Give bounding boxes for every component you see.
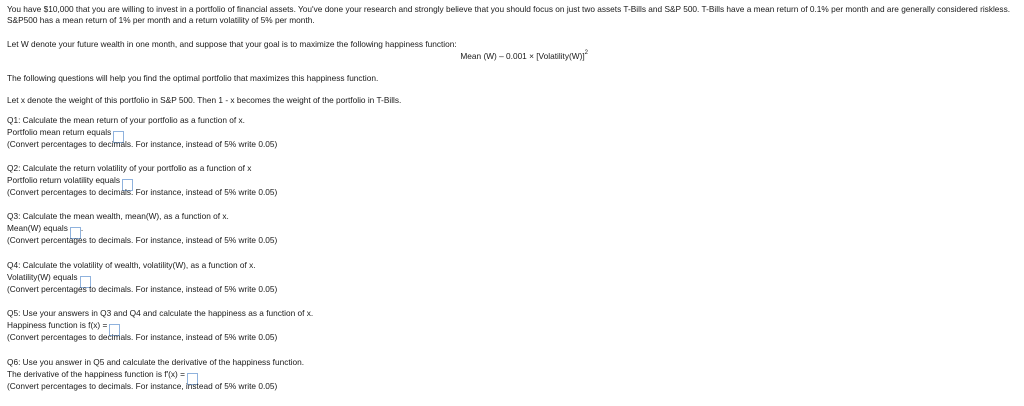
answer-label: Mean(W) equals [7, 223, 68, 233]
question-prompt: Q3: Calculate the mean wealth, mean(W), as a function of x. [7, 211, 229, 221]
answer-row [7, 126, 277, 138]
happiness-formula [0, 51, 588, 62]
answer-row [7, 368, 304, 380]
answer-trailing: . [80, 223, 84, 233]
question-4 [7, 259, 277, 295]
answer-label: The derivative of the happiness function is f′(x) = [7, 369, 185, 379]
conversion-note: (Convert percentages to decimals. For instance, instead of 5% write 0.05) [7, 284, 278, 294]
answer-row [7, 222, 277, 234]
question-6 [7, 356, 304, 392]
question-2 [7, 162, 277, 198]
answer-row [7, 174, 277, 186]
conversion-note: (Convert percentages to decimals. For instance, instead of 5% write 0.05) [7, 139, 278, 149]
answer-row [7, 319, 313, 331]
question-prompt: Q5: Use your answers in Q3 and Q4 and calculate the happiness as a function of x. [7, 308, 314, 318]
conversion-note: (Convert percentages to decimals. For instance, instead of 5% write 0.05) [7, 381, 278, 391]
question-prompt: Q4: Calculate the volatility of wealth, volatility(W), as a function of x. [7, 260, 256, 270]
answer-label: Portfolio return volatility equals [7, 175, 120, 185]
answer-row [7, 271, 277, 283]
conversion-note: (Convert percentages to decimals. For instance, instead of 5% write 0.05) [7, 187, 278, 197]
problem-setup: Let W denote your future wealth in one month, and suppose that your goal is to maximize the following happiness function: [7, 39, 457, 49]
formula-text: Mean (W) – 0.001 × [Volatility(W)] [460, 51, 585, 61]
question-prompt: Q2: Calculate the return volatility of your portfolio as a function of x [7, 163, 252, 173]
question-prompt: Q6: Use you answer in Q5 and calculate the derivative of the happiness function. [7, 357, 305, 367]
question-5 [7, 307, 313, 343]
conversion-note: (Convert percentages to decimals. For instance, instead of 5% write 0.05) [7, 332, 278, 342]
answer-label: Volatility(W) equals [7, 272, 78, 282]
answer-label: Portfolio mean return equals [7, 127, 112, 137]
question-3 [7, 210, 277, 246]
formula-exponent: 2 [584, 50, 588, 56]
question-prompt: Q1: Calculate the mean return of your portfolio as a function of x. [7, 115, 245, 125]
question-1 [7, 114, 277, 150]
problem-intro: You have $10,000 that you are willing to invest in a portfolio of financial assets. You've done your research and strongly believe that you should focus on just two assets T-Bills and S&P 500. T-Bills have a mean return of 0.1% per month and are generally considered riskless. S&P500 has a mean return of 1% per month and a return volatility of 5% per month. [7, 4, 1011, 25]
answer-label: Happiness function is f(x) = [7, 320, 108, 330]
guide-text: The following questions will help you find the optimal portfolio that maximizes this happiness function. [7, 73, 379, 83]
weight-definition: Let x denote the weight of this portfolio in S&P 500. Then 1 - x becomes the weight of the portfolio in T-Bills. [7, 95, 402, 105]
conversion-note: (Convert percentages to decimals. For instance, instead of 5% write 0.05) [7, 235, 278, 245]
